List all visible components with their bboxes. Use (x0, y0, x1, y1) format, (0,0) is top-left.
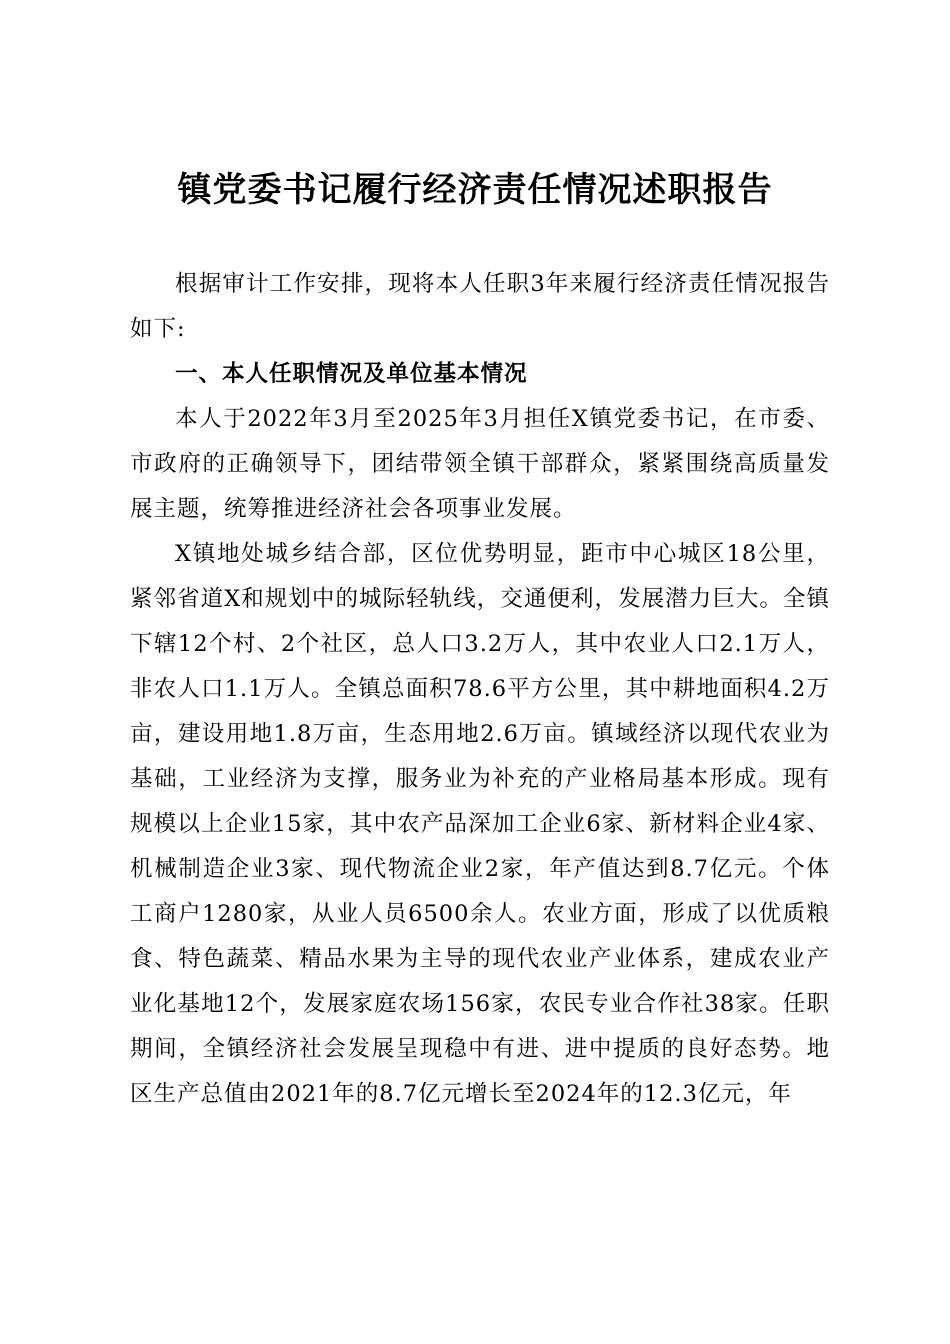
document-title: 镇党委书记履行经济责任情况述职报告 (177, 170, 773, 210)
intro-paragraph: 根据审计工作安排，现将本人任职3年来履行经济责任情况报告如下: (130, 271, 830, 342)
paragraph-tenure: 本人于2022年3月至2025年3月担任X镇党委书记，在市委、市政府的正确领导下，团结带领全镇干部群众，紧紧围绕高质量发展主题，统筹推进经济社会各项事业发展。 (130, 406, 830, 522)
document-body (130, 262, 830, 1117)
paragraph-town-overview: X镇地处城乡结合部，区位优势明显，距市中心城区18公里，紧邻省道X和规划中的城际轻轨线，交通便利，发展潜力巨大。全镇下辖12个村、2个社区，总人口3.2万人，其中农业人口2.1万人，非农人口1.1万人。全镇总面积78.6平方公里，其中耕地面积4.2万亩，建设用地1.8万亩，生态用地2.6万亩。镇域经济以现代农业为基础，工业经济为支撑，服务业为补充的产业格局基本形成。现有规模以上企业15家，其中农产品深加工企业6家、新材料企业4家、机械制造企业3家、现代物流企业2家，年产值达到8.7亿元。个体工商户1280家，从业人员6500余人。农业方面，形成了以优质粮食、特色蔬菜、精品水果为主导的现代农业产业体系，建成农业产业化基地12个，发展家庭农场156家，农民专业合作社38家。任职期间，全镇经济社会发展呈现稳中有进、进中提质的良好态势。地区生产总值由2021年的8.7亿元增长至2024年的12.3亿元，年 (130, 541, 830, 1107)
section-heading: 一、本人任职情况及单位基本情况 (175, 361, 528, 387)
